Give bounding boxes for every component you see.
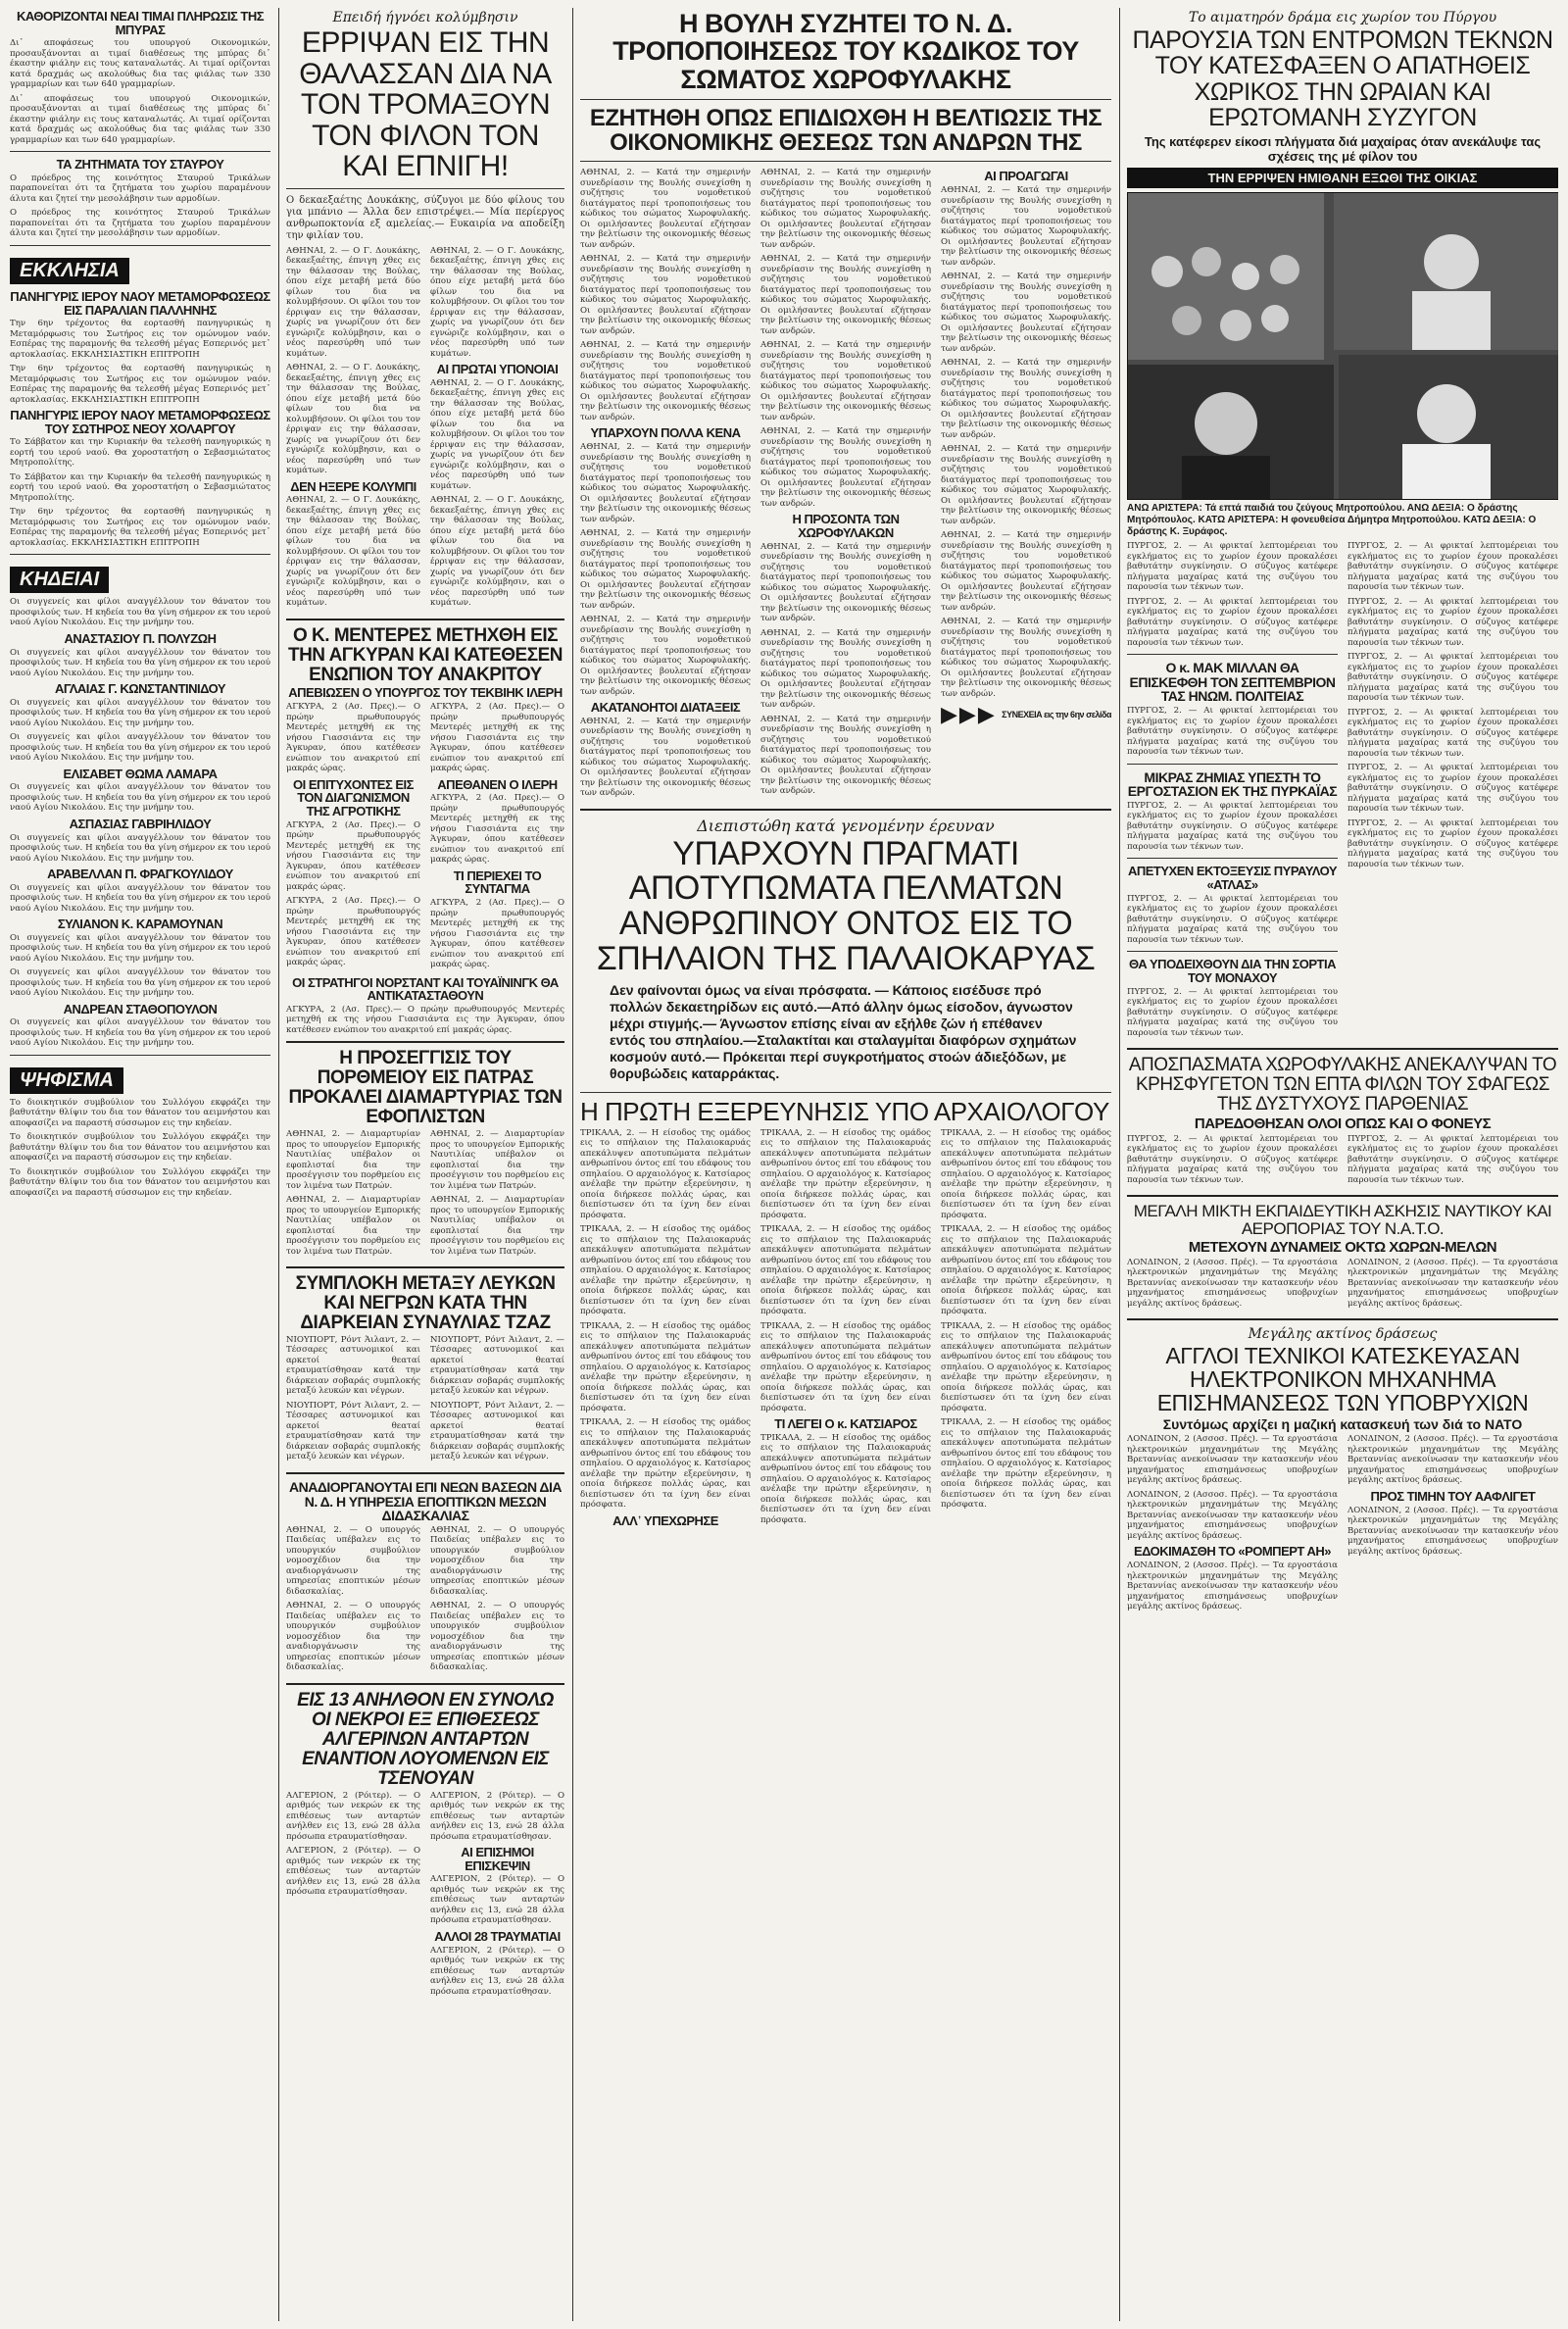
obituary-body: Οι συγγενείς και φίλοι αναγγέλλουν τον θάνατον του προσφιλούς των. Η κηδεία του θα γίνη σήμερον εκ του ιερού ναού Αγίου Νικολάου. Εις την μνήμην του. (10, 932, 270, 964)
article-body: ΝΙΟΥΠΟΡΤ, Ρόντ Άιλαντ, 2. — Τέσσαρες αστυνομικοί και αρκετοί θεαταί ετραυματίσθησαν κατά την διάρκειαν σοβαράς συμπλοκής μεταξύ λευκών και νέγρων. (286, 1400, 420, 1462)
article-body: ΠΥΡΓΟΣ, 2. — Αι φρικταί λεπτομέρειαι του εγκλήματος εις το χωρίον έχουν προκαλέσει βαθυτάτην συγκίνησιν. Ο σύζυγος κατέφερε πλήγματα μαχαίρας κατά της συζύγου του παρουσία των τέκνων των. (1127, 596, 1338, 648)
obituary-body: Οι συγγενείς και φίλοι αναγγέλλουν τον θάνατον του προσφιλούς των. Η κηδεία του θα γίνη σήμερον εκ του ιερού ναού Αγίου Νικολάου. Εις την μνήμην του. (10, 967, 270, 999)
article-body: ΠΥΡΓΟΣ, 2. — Αι φρικταί λεπτομέρειαι του εγκλήματος εις το χωρίον έχουν προκαλέσει βαθυτάτην συγκίνησιν. Ο σύζυγος κατέφερε πλήγματα μαχαίρας κατά της συζύγου του παρουσία των τέκνων των. (1348, 707, 1558, 759)
article-body: ΑΛΓΕΡΙΟΝ, 2 (Ρόιτερ). — Ο αριθμός των νεκρών εκ της επιθέσεως των ανταρτών ανήλθεν εις 13, ενώ 28 άλλα πρόσωπα ετραυματίσθησαν. (430, 1874, 564, 1926)
article-body: Δι᾽ αποφάσεως του υπουργού Οικονομικών, προσαυξάνονται αι τιμαί διαθέσεως της μπύρας δι᾽ έκαστην φιάλην εις τους καταναλωτάς. Αι τιμαί ορίζονται κατά δραχμάς ως ακολούθως δια τας φιάλας των 330 γραμμαρίων και των 640 γραμμαρίων. (10, 38, 270, 90)
headline-cave: ΥΠΑΡΧΟΥΝ ΠΡΑΓΜΑΤΙ ΑΠΟΤΥΠΩΜΑΤΑ ΠΕΛΜΑΤΩΝ ΑΝΘΡΩΠΙΝΟΥ ΟΝΤΟΣ ΕΙΣ ΤΟ ΣΠΗΛΑΙΟΝ ΤΗΣ ΠΑΛΑΙΟΚΑΡΥΑΣ (596, 834, 1096, 977)
headline-teaching-media: ΑΝΑΔΙΟΡΓΑΝΟΥΤΑΙ ΕΠΙ ΝΕΩΝ ΒΑΣΕΩΝ ΔΙΑ Ν. Δ. Η ΥΠΗΡΕΣΙΑ ΕΠΟΠΤΙΚΩΝ ΜΕΣΩΝ ΔΙΔΑΣΚΑΛΙΑΣ (289, 1478, 562, 1524)
heading-monk: ΘΑ ΥΠΟΔΕΙΧΘΟΥΝ ΔΙΑ ΤΗΝ ΣΟΡΤΙΑ ΤΟΥ ΜΟΝΑΧΟΥ (1128, 957, 1336, 985)
headline-menderes: Ο Κ. ΜΕΝΤΕΡΕΣ ΜΕΤΗΧΘΗ ΕΙΣ ΤΗΝ ΑΓΚΥΡΑΝ ΚΑΙ ΚΑΤΕΘΕΣΕΝ ΕΝΩΠΙΟΝ ΤΟΥ ΑΝΑΚΡΙΤΟΥ (287, 624, 564, 685)
article-body: ΑΛΓΕΡΙΟΝ, 2 (Ρόιτερ). — Ο αριθμός των νεκρών εκ της επιθέσεως των ανταρτών ανήλθεν εις 13, ενώ 28 άλλα πρόσωπα ετραυματίσθησαν. (286, 1790, 420, 1842)
heading-agrotiki: ΟΙ ΕΠΙΤΥΧΟΝΤΕΣ ΕΙΣ ΤΟΝ ΔΙΑΓΩΝΙΣΜΟΝ ΤΗΣ ΑΓΡΟΤΙΚΗΣ (293, 776, 414, 818)
article-body: ΤΡΙΚΑΛΑ, 2. — Η είσοδος της ομάδος εις το σπήλαιον της Παλαιοκαρυάς απεκάλυψεν αποτυπώματα πελμάτων ανθρωπίνου όντος επί του εδάφους του σπηλαίου. Ο αρχαιολόγος κ. Κατσίαρος ανέλαβε την πρώτην εξερεύνησιν, η οποία διήρκεσε πολλάς ώρας, και διεπίστωσεν ότι τα ίχνη δεν είναι πρόσφατα. (580, 1417, 751, 1511)
obituary-name: ΑΝΔΡΕΑΝ ΣΤΑΘΟΠΟΥΛΟΝ (63, 1001, 218, 1016)
article-body: ΠΥΡΓΟΣ, 2. — Αι φρικταί λεπτομέρειαι του εγκλήματος εις το χωρίον έχουν προκαλέσει βαθυτάτην συγκίνησιν. Ο σύζυγος κατέφερε πλήγματα μαχαίρας κατά της συζύγου του παρουσία των τέκνων των. (1348, 1133, 1558, 1185)
obituary-body: Οι συγγενείς και φίλοι αναγγέλλουν τον θάνατον του προσφιλούς των. Η κηδεία του θα γίνη σήμερον εκ του ιερού ναού Αγίου Νικολάου. Εις την μνήμην του. (10, 782, 270, 814)
subheadline-menderes: ΑΠΕΒΙΩΣΕΝ Ο ΥΠΟΥΡΓΟΣ ΤΟΥ ΤΕΚΒΙΗΚ ΙΛΕΡΗ (288, 685, 563, 701)
photo-caption: ΑΝΩ ΑΡΙΣΤΕΡΑ: Τά επτά παιδιά του ζεύγους Μητροπούλου. ΑΝΩ ΔΕΞΙΑ: Ο δράστης Μητρόπουλος. ΚΑΤΩ ΑΡΙΣΤΕΡΑ: Η φονευθείσα Δήμητρα Μητροπούλου. ΚΑΤΩ ΔΕΞΙΑ: Ο δράστης Κ. Ξυράφος. (1127, 503, 1537, 537)
article-body: ΠΥΡΓΟΣ, 2. — Αι φρικταί λεπτομέρειαι του εγκλήματος εις το χωρίον έχουν προκαλέσει βαθυτάτην συγκίνησιν. Ο σύζυγος κατέφερε πλήγματα μαχαίρας κατά της συζύγου του παρουσία των τέκνων των. (1127, 541, 1338, 592)
article-body: ΑΘΗΝΑΙ, 2. — Κατά την σημερινήν συνεδρίασιν της Βουλής συνεχίσθη η συζήτησις του νομοθετικού διατάγματος περί τροποποιήσεως του κώδικος του σώματος Χωροφυλακής. Οι ομιλήσαντες βουλευταί εζήτησαν την βελτίωσιν της οικονομικής θέσεως των ανδρών. (941, 185, 1111, 268)
headline-jazz: ΣΥΜΠΛΟΚΗ ΜΕΤΑΞΥ ΛΕΥΚΩΝ ΚΑΙ ΝΕΓΡΩΝ ΚΑΤΑ ΤΗΝ ΔΙΑΡΚΕΙΑΝ ΣΥΝΑΥΛΙΑΣ ΤΖΑΖ (295, 1273, 556, 1333)
article-body: ΑΘΗΝΑΙ, 2. — Ο Γ. Δουκάκης, δεκαεξαέτης, έπνιγη χθες εις την θάλασσαν της Βούλας, όπου είχε μεταβή μετά δύο φίλων του δια να κολυμβήσουν. Οι φίλοι του τον έρριψαν εις την θάλασσαν, χωρίς να γνωρίζουν ότι δεν εγνώριζε κολύμβησιν, και ο νέος παρεσύρθη υπό των κυμάτων. (286, 245, 420, 359)
section-title-kideiai: ΚΗΔΕΙΑΙ (10, 567, 109, 593)
article-body: ΑΘΗΝΑΙ, 2. — Κατά την σημερινήν συνεδρίασιν της Βουλής συνεχίσθη η συζήτησις του νομοθετικού διατάγματος περί τροποποιήσεως του κώδικος του σώματος Χωροφυλακής. Οι ομιλήσαντες βουλευταί εζήτησαν την βελτίωσιν της οικονομικής θέσεως των ανδρών. (760, 254, 931, 336)
subheading: ΠΡΟΣ ΤΙΜΗΝ ΤΟΥ ΑΑΦΛΙΓΕΤ (1370, 1488, 1536, 1504)
section-title-psifisma: ΨΗΦΙΣΜΑ (10, 1067, 123, 1094)
article-body: ΑΘΗΝΑΙ, 2. — Κατά την σημερινήν συνεδρίασιν της Βουλής συνεχίσθη η συζήτησις του νομοθετικού διατάγματος περί τροποποιήσεως του κώδικος του σώματος Χωροφυλακής. Οι ομιλήσαντες βουλευταί εζήτησαν την βελτίωσιν της οικονομικής θέσεως των ανδρών. (760, 340, 931, 422)
news-photo (1127, 192, 1558, 500)
section-title-ekklisia: ΕΚΚΛΗΣΙΑ (10, 258, 129, 284)
article-body: ΑΘΗΝΑΙ, 2. — Κατά την σημερινήν συνεδρίασιν της Βουλής συνεχίσθη η συζήτησις του νομοθετικού διατάγματος περί τροποποιήσεως του κώδικος του σώματος Χωροφυλακής. Οι ομιλήσαντες βουλευταί εζήτησαν την βελτίωσιν της οικονομικής θέσεως των ανδρών. (760, 168, 931, 250)
article-body: ΝΙΟΥΠΟΡΤ, Ρόντ Άιλαντ, 2. — Τέσσαρες αστυνομικοί και αρκετοί θεαταί ετραυματίσθησαν κατά την διάρκειαν σοβαράς συμπλοκής μεταξύ λευκών και νέγρων. (430, 1400, 564, 1462)
subheading: ΑΚΑΤΑΝΟΗΤΟΙ ΔΙΑΤΑΞΕΙΣ (590, 700, 741, 716)
article-body: ΑΘΗΝΑΙ, 2. — Κατά την σημερινήν συνεδρίασιν της Βουλής συνεχίσθη η συζήτησις του νομοθετικού διατάγματος περί τροποποιήσεως του κώδικος του σώματος Χωροφυλακής. Οι ομιλήσαντες βουλευταί εζήτησαν την βελτίωσιν της οικονομικής θέσεως των ανδρών. (580, 442, 751, 524)
subheadline-nato-exercise: ΜΕΤΕΧΟΥΝ ΔΥΝΑΜΕΙΣ ΟΚΤΩ ΧΩΡΩΝ-ΜΕΛΩΝ (1188, 1238, 1497, 1256)
article-body: ΠΥΡΓΟΣ, 2. — Αι φρικταί λεπτομέρειαι του εγκλήματος εις το χωρίον έχουν προκαλέσει βαθυτάτην συγκίνησιν. Ο σύζυγος κατέφερε πλήγματα μαχαίρας κατά της συζύγου του παρουσία των τέκνων των. (1348, 652, 1558, 703)
article-body: ΑΘΗΝΑΙ, 2. — Κατά την σημερινήν συνεδρίασιν της Βουλής συνεχίσθη η συζήτησις του νομοθετικού διατάγματος περί τροποποιήσεως του κώδικος του σώματος Χωροφυλακής. Οι ομιλήσαντες βουλευταί εζήτησαν την βελτίωσιν της οικονομικής θέσεως των ανδρών. (760, 426, 931, 509)
article-body: ΑΘΗΝΑΙ, 2. — Ο υπουργός Παιδείας υπέβαλεν εις το υπουργικόν συμβούλιον νομοσχέδιον δια την αναδιοργάνωσιν της υπηρεσίας εποπτικών μέσων διδασκαλίας. (286, 1524, 420, 1597)
article-body: ΑΘΗΝΑΙ, 2. — Ο υπουργός Παιδείας υπέβαλεν εις το υπουργικόν συμβούλιον νομοσχέδιον δια την αναδιοργάνωσιν της υπηρεσίας εποπτικών μέσων διδασκαλίας. (286, 1601, 420, 1673)
article-body: ΑΘΗΝΑΙ, 2. — Κατά την σημερινήν συνεδρίασιν της Βουλής συνεχίσθη η συζήτησις του νομοθετικού διατάγματος περί τροποποιήσεως του κώδικος του σώματος Χωροφυλακής. Οι ομιλήσαντες βουλευταί εζήτησαν την βελτίωσιν της οικονομικής θέσεως των ανδρών. (580, 716, 751, 799)
column-1 (10, 8, 270, 2321)
continued-note: ΣΥΝΕΧΕΙΑ εις την 6ην σελίδα (1002, 709, 1111, 719)
article-body: ΑΛΓΕΡΙΟΝ, 2 (Ρόιτερ). — Ο αριθμός των νεκρών εκ της επιθέσεως των ανταρτών ανήλθεν εις 13, ενώ 28 άλλα πρόσωπα ετραυματίσθησαν. (430, 1945, 564, 1997)
lede-cave: Δεν φαίνονται όμως να είναι πρόσφατα. — Κάποιος εισέδυσε πρό πολλών δεκαετηρίδων εις αυτό.—Από άλλην όμως είσοδον, άγνωστον μέχρι στιγμής.— Άγνωστον επίσης είναι αν εξήλθε ζών ή επέθανεν εντός του σπηλαίου.—Σταλακτίται και σταλαγμίται διαφόρων σχημάτων κοσμούν αυτό.— Πρόκειται περί συγκροτήματος στοών άδιεξόδων, με θορυβώδεις καταρράκτας. (610, 982, 1077, 1082)
article-body: ΑΛΓΕΡΙΟΝ, 2 (Ρόιτερ). — Ο αριθμός των νεκρών εκ της επιθέσεως των ανταρτών ανήλθεν εις 13, ενώ 28 άλλα πρόσωπα ετραυματίσθησαν. (286, 1846, 420, 1898)
headline-pyrgos: ΠΑΡΟΥΣΙΑ ΤΩΝ ΕΝΤΡΟΜΩΝ ΤΕΚΝΩΝ ΤΟΥ ΚΑΤΕΣΦΑΞΕΝ Ο ΑΠΑΤΗΘΕΙΣ ΧΩΡΙΚΟΣ ΤΗΝ ΩΡΑΙΑΝ ΚΑΙ ΕΡΩΤΟΜΑΝΗ ΣΥΖΥΓΟΝ (1132, 26, 1553, 131)
heading-atlas: ΑΠΕΤΥΧΕΝ ΕΚΤΟΞΕΥΣΙΣ ΠΥΡΑΥΛΟΥ «ΑΤΛΑΣ» (1127, 864, 1338, 893)
article-body: ΠΥΡΓΟΣ, 2. — Αι φρικταί λεπτομέρειαι του εγκλήματος εις το χωρίον έχουν προκαλέσει βαθυτάτην συγκίνησιν. Ο σύζυγος κατέφερε πλήγματα μαχαίρας κατά της συζύγου του παρουσία των τέκνων των. (1348, 596, 1558, 648)
article-body: Το Σάββατον και την Κυριακήν θα τελεσθή πανηγυρικώς η εορτή του ιερού ναού. Θα χοροστατήση ο Σεβασμιώτατος Μητροπολίτης. (10, 471, 270, 503)
article-body: ΑΘΗΝΑΙ, 2. — Κατά την σημερινήν συνεδρίασιν της Βουλής συνεχίσθη η συζήτησις του νομοθετικού διατάγματος περί τροποποιήσεως του κώδικος του σώματος Χωροφυλακής. Οι ομιλήσαντες βουλευταί εζήτησαν την βελτίωσιν της οικονομικής θέσεως των ανδρών. (580, 254, 751, 336)
article-body: ΑΓΚΥΡΑ, 2 (Ασ. Πρες).— Ο πρώην πρωθυπουργός Μεντερές μετηχθή εκ της νήσου Γιασσιάντα εις την Άγκυραν, όπου κατέθεσεν ενώπιον του ανακριτού επί μακράς ώρας. (430, 898, 564, 970)
subheading: ΑΛΛΟΙ 28 ΤΡΑΥΜΑΤΙΑΙ (434, 1928, 561, 1944)
article-body: ΛΟΝΔΙΝΟΝ, 2 (Ασσοσ. Πρές). — Τα εργοστάσια ηλεκτρονικών μηχανημάτων της Μεγάλης Βρεταννίας ανεκοίνωσαν την κατασκευήν νέου μηχανήματος επισημάνσεως υποβρυχίων μεγάλης ακτίνος δράσεως. (1127, 1561, 1338, 1612)
article-body: ΑΘΗΝΑΙ, 2. — Ο Γ. Δουκάκης, δεκαεξαέτης, έπνιγη χθες εις την θάλασσαν της Βούλας, όπου είχε μεταβή μετά δύο φίλων του δια να κολυμβήσουν. Οι φίλοι του τον έρριψαν εις την θάλασσαν, χωρίς να γνωρίζουν ότι δεν εγνώριζε κολύμβησιν, και ο νέος παρεσύρθη υπό των κυμάτων. (286, 363, 420, 475)
article-body: ΑΘΗΝΑΙ, 2. — Κατά την σημερινήν συνεδρίασιν της Βουλής συνεχίσθη η συζήτησις του νομοθετικού διατάγματος περί τροποποιήσεως του κώδικος του σώματος Χωροφυλακής. Οι ομιλήσαντες βουλευταί εζήτησαν την βελτίωσιν της οικονομικής θέσεως των ανδρών. (941, 358, 1111, 440)
continue-arrows-icon: ▶▶▶ (941, 703, 997, 728)
article-body: ΝΙΟΥΠΟΡΤ, Ρόντ Άιλαντ, 2. — Τέσσαρες αστυνομικοί και αρκετοί θεαταί ετραυματίσθησαν κατά την διάρκειαν σοβαράς συμπλοκής μεταξύ λευκών και νέγρων. (286, 1334, 420, 1397)
obituary-name: ΣΥΛΙΑΝΟΝ Κ. ΚΑΡΑΜΟΥΝΑΝ (57, 917, 223, 932)
article-body: ΛΟΝΔΙΝΟΝ, 2 (Ασσοσ. Πρές). — Τα εργοστάσια ηλεκτρονικών μηχανημάτων της Μεγάλης Βρεταννίας ανεκοίνωσαν την κατασκευήν νέου μηχανήματος επισημάνσεως υποβρυχίων μεγάλης ακτίνος δράσεως. (1127, 1257, 1338, 1309)
column-rule (572, 8, 573, 2321)
article-body: ΤΡΙΚΑΛΑ, 2. — Η είσοδος της ομάδος εις το σπήλαιον της Παλαιοκαρυάς απεκάλυψεν αποτυπώματα πελμάτων ανθρωπίνου όντος επί του εδάφους του σπηλαίου. Ο αρχαιολόγος κ. Κατσίαρος ανέλαβε την πρώτην εξερεύνησιν, η οποία διήρκεσε πολλάς ώρας, και διεπίστωσεν ότι τα ίχνη δεν είναι πρόσφατα. (760, 1320, 931, 1413)
article-body: Ο πρόεδρος της κοινότητος Σταυρού Τρικάλων παραπονείται ότι τα ζητήματα του χωρίου παραμένουν άλυτα και ζητεί την μεσολάβησιν των αρμοδίων. (10, 173, 270, 204)
article-body: ΑΓΚΥΡΑ, 2 (Ασ. Πρες).— Ο πρώην πρωθυπουργός Μεντερές μετηχθή εκ της νήσου Γιασσιάντα εις την Άγκυραν, όπου κατέθεσεν ενώπιον του ανακριτού επί μακράς ώρας. (430, 702, 564, 774)
headline-algeria: ΕΙΣ 13 ΑΝΗΛΘΟΝ ΕΝ ΣΥΝΟΛΩ ΟΙ ΝΕΚΡΟΙ ΕΞ ΕΠΙΘΕΣΕΩΣ ΑΛΓΕΡΙΝΩΝ ΑΝΤΑΡΤΩΝ ΕΝΑΝΤΙΟΝ ΛΟΥΟΜΕΝΩΝ ΕΙΣ ΤΣΕΝΟΥΑΝ (297, 1689, 554, 1789)
column-rule (1119, 8, 1120, 2321)
obituary-body: Οι συγγενείς και φίλοι αναγγέλλουν τον θάνατον του προσφιλούς των. Η κηδεία του θα γίνη σήμερον εκ του ιερού ναού Αγίου Νικολάου. Εις την μνήμην του. (10, 597, 270, 628)
article-body: ΤΡΙΚΑΛΑ, 2. — Η είσοδος της ομάδος εις το σπήλαιον της Παλαιοκαρυάς απεκάλυψεν αποτυπώματα πελμάτων ανθρωπίνου όντος επί του εδάφους του σπηλαίου. Ο αρχαιολόγος κ. Κατσίαρος ανέλαβε την πρώτην εξερεύνησιν, η οποία διήρκεσε πολλάς ώρας, και διεπίστωσεν ότι τα ίχνη δεν είναι πρόσφατα. (941, 1417, 1111, 1511)
column-4 (1127, 8, 1558, 2321)
headline-drowning: ΕΡΡΙΨΑΝ ΕΙΣ ΤΗΝ ΘΑΛΑΣΣΑΝ ΔΙΑ ΝΑ ΤΟΝ ΤΡΟΜΑΞΟΥΝ ΤΟΝ ΦΙΛΟΝ ΤΟΝ ΚΑΙ ΕΠΝΙΓΗ! (299, 26, 552, 182)
article-body: ΠΥΡΓΟΣ, 2. — Αι φρικταί λεπτομέρειαι του εγκλήματος εις το χωρίον έχουν προκαλέσει βαθυτάτην συγκίνησιν. Ο σύζυγος κατέφερε πλήγματα μαχαίρας κατά της συζύγου του παρουσία των τέκνων των. (1127, 706, 1338, 758)
article-body: ΑΘΗΝΑΙ, 2. — Κατά την σημερινήν συνεδρίασιν της Βουλής συνεχίσθη η συζήτησις του νομοθετικού διατάγματος περί τροποποιήσεως του κώδικος του σώματος Χωροφυλακής. Οι ομιλήσαντες βουλευταί εζήτησαν την βελτίωσιν της οικονομικής θέσεως των ανδρών. (760, 541, 931, 624)
article-body: ΑΘΗΝΑΙ, 2. — Διαμαρτυρίαν προς το υπουργείον Εμπορικής Ναυτιλίας υπέβαλον οι εφοπλισταί δια την προσέγγισιν του πορθμείου εις τον λιμένα των Πατρών. (430, 1129, 564, 1191)
headline-nato-exercise: ΜΕΓΑΛΗ ΜΙΚΤΗ ΕΚΠΑΙΔΕΥΤΙΚΗ ΑΣΚΗΣΙΣ ΝΑΥΤΙΚΟΥ ΚΑΙ ΑΕΡΟΠΟΡΙΑΣ ΤΟΥ Ν.Α.Τ.Ο. (1133, 1202, 1552, 1238)
heading-macmillan: Ο κ. ΜΑΚ ΜΙΛΛΑΝ ΘΑ ΕΠΙΣΚΕΦΘΗ ΤΟΝ ΣΕΠΤΕΜΒΡΙΟΝ ΤΑΣ ΗΝΩΜ. ΠΟΛΙΤΕΙΑΣ (1129, 660, 1336, 705)
article-body: ΛΟΝΔΙΝΟΝ, 2 (Ασσοσ. Πρές). — Τα εργοστάσια ηλεκτρονικών μηχανημάτων της Μεγάλης Βρεταννίας ανεκοίνωσαν την κατασκευήν νέου μηχανήματος επισημάνσεως υποβρυχίων μεγάλης ακτίνος δράσεως. (1348, 1257, 1558, 1309)
kicker-drowning: Επειδή ήγνόει κολύμβησιν (332, 10, 518, 25)
subheading: ΔΕΝ ΗΞΕΡΕ ΚΟΛΥΜΠΙ (290, 478, 416, 494)
article-body: ΑΘΗΝΑΙ, 2. — Κατά την σημερινήν συνεδρίασιν της Βουλής συνεχίσθη η συζήτησις του νομοθετικού διατάγματος περί τροποποιήσεως του κώδικος του σώματος Χωροφυλακής. Οι ομιλήσαντες βουλευταί εζήτησαν την βελτίωσιν της οικονομικής θέσεως των ανδρών. (760, 627, 931, 711)
obituary-name: ΑΣΠΑΣΙΑΣ ΓΑΒΡΙΗΛΙΔΟΥ (69, 816, 212, 831)
headline-gendarmerie: ΑΠΟΣΠΑΣΜΑΤΑ ΧΩΡΟΦΥΛΑΚΗΣ ΑΝΕΚΑΛΥΨΑΝ ΤΟ ΚΡΗΣΦΥΓΕΤΟΝ ΤΩΝ ΕΠΤΑ ΦΙΛΩΝ ΤΟΥ ΣΦΑΓΕΩΣ ΤΗΣ ΔΥΣΤΥΧΟΥΣ ΠΑΡΘΕΝΙΑΣ (1128, 1055, 1557, 1115)
article-body: ΑΘΗΝΑΙ, 2. — Ο Γ. Δουκάκης, δεκαεξαέτης, έπνιγη χθες εις την θάλασσαν της Βούλας, όπου είχε μεταβή μετά δύο φίλων του δια να κολυμβήσουν. Οι φίλοι του τον έρριψαν εις την θάλασσαν, χωρίς να γνωρίζουν ότι δεν εγνώριζε κολύμβησιν, και ο νέος παρεσύρθη υπό των κυμάτων. (430, 377, 564, 491)
subheadline-cave: Η ΠΡΩΤΗ ΕΞΕΡΕΥΝΗΣΙΣ ΥΠΟ ΑΡΧΑΙΟΛΟΓΟΥ (580, 1097, 1109, 1127)
article-body: ΑΘΗΝΑΙ, 2. — Διαμαρτυρίαν προς το υπουργείον Εμπορικής Ναυτιλίας υπέβαλον οι εφοπλισταί δια την προσέγγισιν του πορθμείου εις τον λιμένα των Πατρών. (286, 1129, 420, 1191)
obituary-name: ΕΛΙΣΑΒΕΤ ΘΩΜΑ ΛΑΜΑΡΑ (63, 766, 218, 781)
article-body: Την 6ην τρέχοντος θα εορτασθή πανηγυρικώς η Μεταμόρφωσις του Σωτήρος εις τον ομώνυμον ναόν. Εσπέρας της παραμονής θα τελεσθή μέγας Εσπερινός μετ᾽ αρτοκλασίας. ΕΚΚΛΗΣΙΑΣΤΙΚΗ ΕΠΙΤΡΟΠΗ (10, 364, 270, 405)
article-body: ΠΥΡΓΟΣ, 2. — Αι φρικταί λεπτομέρειαι του εγκλήματος εις το χωρίον έχουν προκαλέσει βαθυτάτην συγκίνησιν. Ο σύζυγος κατέφερε πλήγματα μαχαίρας κατά της συζύγου του παρουσία των τέκνων των. (1127, 893, 1338, 945)
article-body: ΑΘΗΝΑΙ, 2. — Ο Γ. Δουκάκης, δεκαεξαέτης, έπνιγη χθες εις την θάλασσαν της Βούλας, όπου είχε μεταβή μετά δύο φίλων του δια να κολυμβήσουν. Οι φίλοι του τον έρριψαν εις την θάλασσαν, χωρίς να γνωρίζουν ότι δεν εγνώριζε κολύμβησιν, και ο νέος παρεσύρθη υπό των κυμάτων. (286, 495, 420, 609)
subheadline-gendarmerie: ΠΑΡΕΔΟΘΗΣΑΝ ΟΛΟΙ ΟΠΩΣ ΚΑΙ Ο ΦΟΝΕΥΣ (1194, 1115, 1492, 1132)
subheading: ΤΙ ΠΕΡΙΕΧΕΙ ΤΟ ΣΥΝΤΑΓΜΑ (453, 867, 542, 897)
bar-heading-pyrgos: ΤΗΝ ΕΡΡΙΨΕΝ ΗΜΙΘΑΝΗ ΕΞΩΘΙ ΤΗΣ ΟΙΚΙΑΣ (1127, 168, 1558, 188)
article-body: ΤΡΙΚΑΛΑ, 2. — Η είσοδος της ομάδος εις το σπήλαιον της Παλαιοκαρυάς απεκάλυψεν αποτυπώματα πελμάτων ανθρωπίνου όντος επί του εδάφους του σπηλαίου. Ο αρχαιολόγος κ. Κατσίαρος ανέλαβε την πρώτην εξερεύνησιν, η οποία διήρκεσε πολλάς ώρας, και διεπίστωσεν ότι τα ίχνη δεν είναι πρόσφατα. (941, 1127, 1111, 1220)
article-body: ΑΘΗΝΑΙ, 2. — Ο Γ. Δουκάκης, δεκαεξαέτης, έπνιγη χθες εις την θάλασσαν της Βούλας, όπου είχε μεταβή μετά δύο φίλων του δια να κολυμβήσουν. Οι φίλοι του τον έρριψαν εις την θάλασσαν, χωρίς να γνωρίζουν ότι δεν εγνώριζε κολύμβησιν, και ο νέος παρεσύρθη υπό των κυμάτων. (430, 245, 564, 359)
article-body: ΑΘΗΝΑΙ, 2. — Ο υπουργός Παιδείας υπέβαλεν εις το υπουργικόν συμβούλιον νομοσχέδιον δια την αναδιοργάνωσιν της υπηρεσίας εποπτικών μέσων διδασκαλίας. (430, 1524, 564, 1597)
kicker-cave: Διεπιστώθη κατά γενομένην έρευναν (697, 816, 995, 835)
article-body: ΑΘΗΝΑΙ, 2. — Κατά την σημερινήν συνεδρίασιν της Βουλής συνεχίσθη η συζήτησις του νομοθετικού διατάγματος περί τροποποιήσεως του κώδικος του σώματος Χωροφυλακής. Οι ομιλήσαντες βουλευταί εζήτησαν την βελτίωσιν της οικονομικής θέσεως των ανδρών. (760, 714, 931, 797)
article-body: ΑΛΓΕΡΙΟΝ, 2 (Ρόιτερ). — Ο αριθμός των νεκρών εκ της επιθέσεως των ανταρτών ανήλθεν εις 13, ενώ 28 άλλα πρόσωπα ετραυματίσθησαν. (430, 1790, 564, 1842)
article-body: ΤΡΙΚΑΛΑ, 2. — Η είσοδος της ομάδος εις το σπήλαιον της Παλαιοκαρυάς απεκάλυψεν αποτυπώματα πελμάτων ανθρωπίνου όντος επί του εδάφους του σπηλαίου. Ο αρχαιολόγος κ. Κατσίαρος ανέλαβε την πρώτην εξερεύνησιν, η οποία διήρκεσε πολλάς ώρας, και διεπίστωσεν ότι τα ίχνη δεν είναι πρόσφατα. (760, 1432, 931, 1525)
kicker-pyrgos: Το αιματηρόν δράμα εις χωρίον του Πύργου (1188, 10, 1497, 25)
obituary-name: ΑΓΛΑΙΑΣ Γ. ΚΩΝΣΤΑΝΤΙΝΙΔΟΥ (54, 681, 226, 697)
article-body: ΑΘΗΝΑΙ, 2. — Διαμαρτυρίαν προς το υπουργείον Εμπορικής Ναυτιλίας υπέβαλον οι εφοπλισταί δια την προσέγγισιν του πορθμείου εις τον λιμένα των Πατρών. (430, 1195, 564, 1257)
article-body: ΑΘΗΝΑΙ, 2. — Κατά την σημερινήν συνεδρίασιν της Βουλής συνεχίσθη η συζήτησις του νομοθετικού διατάγματος περί τροποποιήσεως του κώδικος του σώματος Χωροφυλακής. Οι ομιλήσαντες βουλευταί εζήτησαν την βελτίωσιν της οικονομικής θέσεως των ανδρών. (941, 530, 1111, 613)
article-body: Δι᾽ αποφάσεως του υπουργού Οικονομικών, προσαυξάνονται αι τιμαί διαθέσεως της μπύρας δι᾽ έκαστην φιάλην εις τους καταναλωτάς. Αι τιμαί ορίζονται κατά δραχμάς ως ακολούθως δια τας φιάλας των 330 γραμμαρίων και των 640 γραμμαρίων. (10, 93, 270, 145)
column-rule (278, 8, 279, 2321)
obituary-body: Οι συγγενείς και φίλοι αναγγέλλουν τον θάνατον του προσφιλούς των. Η κηδεία του θα γίνη σήμερον εκ του ιερού ναού Αγίου Νικολάου. Εις την μνήμην του. (10, 732, 270, 764)
obituary-body: Οι συγγενείς και φίλοι αναγγέλλουν τον θάνατον του προσφιλούς των. Η κηδεία του θα γίνη σήμερον εκ του ιερού ναού Αγίου Νικολάου. Εις την μνήμην του. (10, 832, 270, 864)
obituary-name: ΑΡΑΒΕΛΛΑΝ Π. ΦΡΑΓΚΟΥΛΙΔΟΥ (47, 867, 233, 882)
subheading: Η ΠΡΟΣΟΝΤΑ ΤΩΝ ΧΩΡΟΦΥΛΑΚΩΝ (792, 512, 900, 541)
lead-drowning: Ο δεκαεξαέτης Δουκάκης, σύζυγοι με δύο φίλους του για μπάνιο — Άλλα δεν επιστρέψει.— Μία περίεργος ανθρωποκτονία εξ αμελείας.— Ευκαιρία να αποδείξη την φιλίαν του. (286, 194, 564, 241)
subheading: ΑΙ ΠΡΟΑΓΩΓΑΙ (984, 169, 1068, 184)
subheading: ΕΔΟΚΙΜΑΣΘΗ ΤΟ «ΡΟΜΠΕΡΤ ΑΗ» (1134, 1544, 1331, 1560)
article-body: ΑΓΚΥΡΑ, 2 (Ασ. Πρες).— Ο πρώην πρωθυπουργός Μεντερές μετηχθή εκ της νήσου Γιασσιάντα εις την Άγκυραν, όπου κατέθεσεν ενώπιον του ανακριτού επί μακράς ώρας. (286, 1004, 564, 1035)
resolution-body: Το διοικητικόν συμβούλιον του Συλλόγου εκφράζει την βαθυτάτην θλίψιν του δια τον θάνατον του αειμνήστου και αποφασίζει να παραστή σύσσωμον εις την κηδείαν. (10, 1166, 270, 1198)
article-body: ΠΥΡΓΟΣ, 2. — Αι φρικταί λεπτομέρειαι του εγκλήματος εις το χωρίον έχουν προκαλέσει βαθυτάτην συγκίνησιν. Ο σύζυγος κατέφερε πλήγματα μαχαίρας κατά της συζύγου του παρουσία των τέκνων των. (1348, 818, 1558, 869)
article-body: ΝΙΟΥΠΟΡΤ, Ρόντ Άιλαντ, 2. — Τέσσαρες αστυνομικοί και αρκετοί θεαταί ετραυματίσθησαν κατά την διάρκειαν σοβαράς συμπλοκής μεταξύ λευκών και νέγρων. (430, 1334, 564, 1397)
article-body: ΤΡΙΚΑΛΑ, 2. — Η είσοδος της ομάδος εις το σπήλαιον της Παλαιοκαρυάς απεκάλυψεν αποτυπώματα πελμάτων ανθρωπίνου όντος επί του εδάφους του σπηλαίου. Ο αρχαιολόγος κ. Κατσίαρος ανέλαβε την πρώτην εξερεύνησιν, η οποία διήρκεσε πολλάς ώρας, και διεπίστωσεν ότι τα ίχνη δεν είναι πρόσφατα. (941, 1320, 1111, 1413)
subheadline-parliament: ΕΖΗΤΗΘΗ ΟΠΩΣ ΕΠΙΔΙΩΧΘΗ Η ΒΕΛΤΙΩΣΙΣ ΤΗΣ ΟΙΚΟΝΟΜΙΚΗΣ ΘΕΣΕΩΣ ΤΩΝ ΑΝΔΡΩΝ ΤΗΣ (589, 105, 1102, 157)
article-body: ΑΘΗΝΑΙ, 2. — Ο υπουργός Παιδείας υπέβαλεν εις το υπουργικόν συμβούλιον νομοσχέδιον δια την αναδιοργάνωσιν της υπηρεσίας εποπτικών μέσων διδασκαλίας. (430, 1601, 564, 1673)
article-body: ΠΥΡΓΟΣ, 2. — Αι φρικταί λεπτομέρειαι του εγκλήματος εις το χωρίον έχουν προκαλέσει βαθυτάτην συγκίνησιν. Ο σύζυγος κατέφερε πλήγματα μαχαίρας κατά της συζύγου του παρουσία των τέκνων των. (1127, 800, 1338, 852)
article-body: ΤΡΙΚΑΛΑ, 2. — Η είσοδος της ομάδος εις το σπήλαιον της Παλαιοκαρυάς απεκάλυψεν αποτυπώματα πελμάτων ανθρωπίνου όντος επί του εδάφους του σπηλαίου. Ο αρχαιολόγος κ. Κατσίαρος ανέλαβε την πρώτην εξερεύνησιν, η οποία διήρκεσε πολλάς ώρας, και διεπίστωσεν ότι τα ίχνη δεν είναι πρόσφατα. (580, 1127, 751, 1220)
article-body: Ο πρόεδρος της κοινότητος Σταυρού Τρικάλων παραπονείται ότι τα ζητήματα του χωρίου παραμένουν άλυτα και ζητεί την μεσολάβησιν των αρμοδίων. (10, 208, 270, 239)
article-body: ΠΥΡΓΟΣ, 2. — Αι φρικταί λεπτομέρειαι του εγκλήματος εις το χωρίον έχουν προκαλέσει βαθυτάτην συγκίνησιν. Ο σύζυγος κατέφερε πλήγματα μαχαίρας κατά της συζύγου του παρουσία των τέκνων των. (1348, 541, 1558, 592)
headline-ferry: Η ΠΡΟΣΕΓΓΙΣΙΣ ΤΟΥ ΠΟΡΘΜΕΙΟΥ ΕΙΣ ΠΑΤΡΑΣ ΠΡΟΚΑΛΕΙ ΔΙΑΜΑΡΤΥΡΙΑΣ ΤΩΝ ΕΦΟΠΛΙΣΤΩΝ (288, 1048, 563, 1128)
photo-illustration-icon (1128, 193, 1558, 499)
article-body: ΑΘΗΝΑΙ, 2. — Κατά την σημερινήν συνεδρίασιν της Βουλής συνεχίσθη η συζήτησις του νομοθετικού διατάγματος περί τροποποιήσεως του κώδικος του σώματος Χωροφυλακής. Οι ομιλήσαντες βουλευταί εζήτησαν την βελτίωσιν της οικονομικής θέσεως των ανδρών. (580, 168, 751, 250)
article-body: ΠΥΡΓΟΣ, 2. — Αι φρικταί λεπτομέρειαι του εγκλήματος εις το χωρίον έχουν προκαλέσει βαθυτάτην συγκίνησιν. Ο σύζυγος κατέφερε πλήγματα μαχαίρας κατά της συζύγου του παρουσία των τέκνων των. (1127, 1133, 1338, 1185)
article-body: Το Σάββατον και την Κυριακήν θα τελεσθή πανηγυρικώς η εορτή του ιερού ναού. Θα χοροστατήση ο Σεβασμιώτατος Μητροπολίτης. (10, 437, 270, 469)
subheadline-sonar: Συντόμως αρχίζει η μαζική κατασκευή των διά το ΝΑΤΟ (1162, 1416, 1523, 1433)
article-body: ΠΥΡΓΟΣ, 2. — Αι φρικταί λεπτομέρειαι του εγκλήματος εις το χωρίον έχουν προκαλέσει βαθυτάτην συγκίνησιν. Ο σύζυγος κατέφερε πλήγματα μαχαίρας κατά της συζύγου του παρουσία των τέκνων των. (1348, 763, 1558, 814)
article-body: ΑΓΚΥΡΑ, 2 (Ασ. Πρες).— Ο πρώην πρωθυπουργός Μεντερές μετηχθή εκ της νήσου Γιασσιάντα εις την Άγκυραν, όπου κατέθεσεν ενώπιον του ανακριτού επί μακράς ώρας. (286, 702, 420, 774)
subheading: ΑΛΛ᾽ ΥΠΕΧΩΡΗΣΕ (612, 1512, 718, 1528)
article-body: ΠΥΡΓΟΣ, 2. — Αι φρικταί λεπτομέρειαι του εγκλήματος εις το χωρίον έχουν προκαλέσει βαθυτάτην συγκίνησιν. Ο σύζυγος κατέφερε πλήγματα μαχαίρας κατά της συζύγου του παρουσία των τέκνων των. (1127, 986, 1338, 1038)
subheading: ΥΠΑΡΧΟΥΝ ΠΟΛΛΑ ΚΕΝΑ (590, 425, 741, 441)
heading-norstad: ΟΙ ΣΤΡΑΤΗΓΟΙ ΝΟΡΣΤΑΝΤ ΚΑΙ ΤΟΥΑΪΝΙΝΓΚ ΘΑ ΑΝΤΙΚΑΤΑΣΤΑΘΟΥΝ (292, 974, 559, 1004)
article-body: ΑΘΗΝΑΙ, 2. — Ο Γ. Δουκάκης, δεκαεξαέτης, έπνιγη χθες εις την θάλασσαν της Βούλας, όπου είχε μεταβή μετά δύο φίλων του δια να κολυμβήσουν. Οι φίλοι του τον έρριψαν εις την θάλασσαν, χωρίς να γνωρίζουν ότι δεν εγνώριζε κολύμβησιν, και ο νέος παρεσύρθη υπό των κυμάτων. (430, 495, 564, 609)
article-body: Την 6ην τρέχοντος θα εορτασθή πανηγυρικώς η Μεταμόρφωσις του Σωτήρος εις τον ομώνυμον ναόν. Εσπέρας της παραμονής θα τελεσθή μέγας Εσπερινός μετ᾽ αρτοκλασίας. ΕΚΚΛΗΣΙΑΣΤΙΚΗ ΕΠΙΤΡΟΠΗ (10, 319, 270, 360)
subheading: ΑΠΕΘΑΝΕΝ Ο ΙΛΕΡΗ (437, 776, 558, 792)
heading-factory-fire: ΜΙΚΡΑΣ ΖΗΜΙΑΣ ΥΠΕΣΤΗ ΤΟ ΕΡΓΟΣΤΑΣΙΟΝ ΕΚ ΤΗΣ ΠΥΡΚΑΪΑΣ (1127, 768, 1338, 800)
article-body: ΑΘΗΝΑΙ, 2. — Κατά την σημερινήν συνεδρίασιν της Βουλής συνεχίσθη η συζήτησις του νομοθετικού διατάγματος περί τροποποιήσεως του κώδικος του σώματος Χωροφυλακής. Οι ομιλήσαντες βουλευταί εζήτησαν την βελτίωσιν της οικονομικής θέσεως των ανδρών. (941, 272, 1111, 354)
obituary-name: ΑΝΑΣΤΑΣΙΟΥ Π. ΠΟΛΥΖΩΗ (64, 630, 217, 646)
resolution-body: Το διοικητικόν συμβούλιον του Συλλόγου εκφράζει την βαθυτάτην θλίψιν του δια τον θάνατον του αειμνήστου και αποφασίζει να παραστή σύσσωμον εις την κηδείαν. (10, 1097, 270, 1128)
article-body: ΛΟΝΔΙΝΟΝ, 2 (Ασσοσ. Πρές). — Τα εργοστάσια ηλεκτρονικών μηχανημάτων της Μεγάλης Βρεταννίας ανεκοίνωσαν την κατασκευήν νέου μηχανήματος επισημάνσεως υποβρυχίων μεγάλης ακτίνος δράσεως. (1348, 1434, 1558, 1486)
subheading: ΤΙ ΛΕΓΕΙ Ο κ. ΚΑΤΣΙΑΡΟΣ (774, 1416, 917, 1432)
column-3 (580, 8, 1111, 2321)
heading-panigyris: ΠΑΝΗΓΥΡΙΣ ΙΕΡΟΥ ΝΑΟΥ ΜΕΤΑΜΟΡΦΩΣΕΩΣ ΕΙΣ ΠΑΡΑΛΙΑΝ ΠΑΛΛΗΝΗΣ (10, 288, 270, 318)
subheadline-pyrgos: Της κατέφερεν είκοσι πλήγματα διά μαχαίρας όταν ανεκάλυψε τας σχέσεις της μέ φίλον του (1144, 134, 1542, 164)
obituary-body: Οι συγγενείς και φίλοι αναγγέλλουν τον θάνατον του προσφιλούς των. Η κηδεία του θα γίνη σήμερον εκ του ιερού ναού Αγίου Νικολάου. Εις την μνήμην του. (10, 1017, 270, 1049)
article-body: ΑΘΗΝΑΙ, 2. — Κατά την σημερινήν συνεδρίασιν της Βουλής συνεχίσθη η συζήτησις του νομοθετικού διατάγματος περί τροποποιήσεως του κώδικος του σώματος Χωροφυλακής. Οι ομιλήσαντες βουλευταί εζήτησαν την βελτίωσιν της οικονομικής θέσεως των ανδρών. (941, 444, 1111, 526)
article-body: ΛΟΝΔΙΝΟΝ, 2 (Ασσοσ. Πρές). — Τα εργοστάσια ηλεκτρονικών μηχανημάτων της Μεγάλης Βρεταννίας ανεκοίνωσαν την κατασκευήν νέου μηχανήματος επισημάνσεως υποβρυχίων μεγάλης ακτίνος δράσεως. (1127, 1489, 1338, 1541)
article-body: ΤΡΙΚΑΛΑ, 2. — Η είσοδος της ομάδος εις το σπήλαιον της Παλαιοκαρυάς απεκάλυψεν αποτυπώματα πελμάτων ανθρωπίνου όντος επί του εδάφους του σπηλαίου. Ο αρχαιολόγος κ. Κατσίαρος ανέλαβε την πρώτην εξερεύνησιν, η οποία διήρκεσε πολλάς ώρας, και διεπίστωσεν ότι τα ίχνη δεν είναι πρόσφατα. (941, 1224, 1111, 1317)
article-body: ΑΘΗΝΑΙ, 2. — Κατά την σημερινήν συνεδρίασιν της Βουλής συνεχίσθη η συζήτησις του νομοθετικού διατάγματος περί τροποποιήσεως του κώδικος του σώματος Χωροφυλακής. Οι ομιλήσαντες βουλευταί εζήτησαν την βελτίωσιν της οικονομικής θέσεως των ανδρών. (941, 617, 1111, 699)
article-body: ΑΘΗΝΑΙ, 2. — Κατά την σημερινήν συνεδρίασιν της Βουλής συνεχίσθη η συζήτησις του νομοθετικού διατάγματος περί τροποποιήσεως του κώδικος του σώματος Χωροφυλακής. Οι ομιλήσαντες βουλευταί εζήτησαν την βελτίωσιν της οικονομικής θέσεως των ανδρών. (580, 615, 751, 697)
article-body: ΛΟΝΔΙΝΟΝ, 2 (Ασσοσ. Πρές). — Τα εργοστάσια ηλεκτρονικών μηχανημάτων της Μεγάλης Βρεταννίας ανεκοίνωσαν την κατασκευήν νέου μηχανήματος επισημάνσεως υποβρυχίων μεγάλης ακτίνος δράσεως. (1348, 1505, 1558, 1557)
article-body: ΑΓΚΥΡΑ, 2 (Ασ. Πρες).— Ο πρώην πρωθυπουργός Μεντερές μετηχθή εκ της νήσου Γιασσιάντα εις την Άγκυραν, όπου κατέθεσεν ενώπιον του ανακριτού επί μακράς ώρας. (286, 819, 420, 892)
article-body: ΑΓΚΥΡΑ, 2 (Ασ. Πρες).— Ο πρώην πρωθυπουργός Μεντερές μετηχθή εκ της νήσου Γιασσιάντα εις την Άγκυραν, όπου κατέθεσεν ενώπιον του ανακριτού επί μακράς ώρας. (286, 896, 420, 968)
article-body: Την 6ην τρέχοντος θα εορτασθή πανηγυρικώς η Μεταμόρφωσις του Σωτήρος εις τον ομώνυμον ναόν. Εσπέρας της παραμονής θα τελεσθή μέγας Εσπερινός μετ᾽ αρτοκλασίας. ΕΚΚΛΗΣΙΑΣΤΙΚΗ ΕΠΙΤΡΟΠΗ (10, 507, 270, 548)
heading-beer-prices: ΚΑΘΟΡΙΖΟΝΤΑΙ ΝΕΑΙ ΤΙΜΑΙ ΠΛΗΡΩΣΙΣ ΤΗΣ ΜΠΥΡΑΣ (16, 9, 265, 37)
kicker-sonar: Μεγάλης ακτίνος δράσεως (1248, 1326, 1438, 1342)
heading-stavros: ΤΑ ΖΗΤΗΜΑΤΑ ΤΟΥ ΣΤΑΥΡΟΥ (56, 157, 224, 173)
obituary-body: Οι συγγενείς και φίλοι αναγγέλλουν τον θάνατον του προσφιλούς των. Η κηδεία του θα γίνη σήμερον εκ του ιερού ναού Αγίου Νικολάου. Εις την μνήμην του. (10, 882, 270, 914)
obituary-body: Οι συγγενείς και φίλοι αναγγέλλουν τον θάνατον του προσφιλούς των. Η κηδεία του θα γίνη σήμερον εκ του ιερού ναού Αγίου Νικολάου. Εις την μνήμην του. (10, 647, 270, 678)
headline-sonar: ΑΓΓΛΟΙ ΤΕΧΝΙΚΟΙ ΚΑΤΕΣΚΕΥΑΣΑΝ ΗΛΕΚΤΡΟΝΙΚΟΝ ΜΗΧΑΝΗΜΑ ΕΠΙΣΗΜΑΝΣΕΩΣ ΤΩΝ ΥΠΟΒΡΥΧΙΩΝ (1156, 1343, 1529, 1416)
article-body: ΑΘΗΝΑΙ, 2. — Διαμαρτυρίαν προς το υπουργείον Εμπορικής Ναυτιλίας υπέβαλον οι εφοπλισταί δια την προσέγγισιν του πορθμείου εις τον λιμένα των Πατρών. (286, 1195, 420, 1257)
subheading: ΑΙ ΕΠΙΣΗΜΟΙ ΕΠΙΣΚΕΨΙΝ (461, 1845, 534, 1873)
article-body: ΤΡΙΚΑΛΑ, 2. — Η είσοδος της ομάδος εις το σπήλαιον της Παλαιοκαρυάς απεκάλυψεν αποτυπώματα πελμάτων ανθρωπίνου όντος επί του εδάφους του σπηλαίου. Ο αρχαιολόγος κ. Κατσίαρος ανέλαβε την πρώτην εξερεύνησιν, η οποία διήρκεσε πολλάς ώρας, και διεπίστωσεν ότι τα ίχνη δεν είναι πρόσφατα. (580, 1224, 751, 1317)
article-body: ΤΡΙΚΑΛΑ, 2. — Η είσοδος της ομάδος εις το σπήλαιον της Παλαιοκαρυάς απεκάλυψεν αποτυπώματα πελμάτων ανθρωπίνου όντος επί του εδάφους του σπηλαίου. Ο αρχαιολόγος κ. Κατσίαρος ανέλαβε την πρώτην εξερεύνησιν, η οποία διήρκεσε πολλάς ώρας, και διεπίστωσεν ότι τα ίχνη δεν είναι πρόσφατα. (760, 1224, 931, 1317)
column-2 (286, 8, 564, 2321)
article-body: ΑΘΗΝΑΙ, 2. — Κατά την σημερινήν συνεδρίασιν της Βουλής συνεχίσθη η συζήτησις του νομοθετικού διατάγματος περί τροποποιήσεως του κώδικος του σώματος Χωροφυλακής. Οι ομιλήσαντες βουλευταί εζήτησαν την βελτίωσιν της οικονομικής θέσεως των ανδρών. (580, 528, 751, 611)
article-body: ΤΡΙΚΑΛΑ, 2. — Η είσοδος της ομάδος εις το σπήλαιον της Παλαιοκαρυάς απεκάλυψεν αποτυπώματα πελμάτων ανθρωπίνου όντος επί του εδάφους του σπηλαίου. Ο αρχαιολόγος κ. Κατσίαρος ανέλαβε την πρώτην εξερεύνησιν, η οποία διήρκεσε πολλάς ώρας, και διεπίστωσεν ότι τα ίχνη δεν είναι πρόσφατα. (580, 1320, 751, 1413)
resolution-body: Το διοικητικόν συμβούλιον του Συλλόγου εκφράζει την βαθυτάτην θλίψιν του δια τον θάνατον του αειμνήστου και αποφασίζει να παραστή σύσσωμον εις την κηδείαν. (10, 1132, 270, 1164)
headline-parliament: Η ΒΟΥΛΗ ΣΥΖΗΤΕΙ ΤΟ Ν. Δ. ΤΡΟΠΟΠΟΙΗΣΕΩΣ ΤΟΥ ΚΩΔΙΚΟΣ ΤΟΥ ΣΩΜΑΤΟΣ ΧΩΡΟΦΥΛΑΚΗΣ (612, 9, 1079, 94)
article-body: ΑΘΗΝΑΙ, 2. — Κατά την σημερινήν συνεδρίασιν της Βουλής συνεχίσθη η συζήτησις του νομοθετικού διατάγματος περί τροποποιήσεως του κώδικος του σώματος Χωροφυλακής. Οι ομιλήσαντες βουλευταί εζήτησαν την βελτίωσιν της οικονομικής θέσεως των ανδρών. (580, 340, 751, 422)
subheading: ΑΙ ΠΡΩΤΑΙ ΥΠΟΝΟΙΑΙ (436, 362, 559, 376)
obituary-body: Οι συγγενείς και φίλοι αναγγέλλουν τον θάνατον του προσφιλούς των. Η κηδεία του θα γίνη σήμερον εκ του ιερού ναού Αγίου Νικολάου. Εις την μνήμην του. (10, 697, 270, 728)
article-body: ΑΓΚΥΡΑ, 2 (Ασ. Πρες).— Ο πρώην πρωθυπουργός Μεντερές μετηχθή εκ της νήσου Γιασσιάντα εις την Άγκυραν, όπου κατέθεσεν ενώπιον του ανακριτού επί μακράς ώρας. (430, 793, 564, 866)
article-body: ΤΡΙΚΑΛΑ, 2. — Η είσοδος της ομάδος εις το σπήλαιον της Παλαιοκαρυάς απεκάλυψεν αποτυπώματα πελμάτων ανθρωπίνου όντος επί του εδάφους του σπηλαίου. Ο αρχαιολόγος κ. Κατσίαρος ανέλαβε την πρώτην εξερεύνησιν, η οποία διήρκεσε πολλάς ώρας, και διεπίστωσεν ότι τα ίχνη δεν είναι πρόσφατα. (760, 1127, 931, 1220)
article-body: ΛΟΝΔΙΝΟΝ, 2 (Ασσοσ. Πρές). — Τα εργοστάσια ηλεκτρονικών μηχανημάτων της Μεγάλης Βρεταννίας ανεκοίνωσαν την κατασκευήν νέου μηχανήματος επισημάνσεως υποβρυχίων μεγάλης ακτίνος δράσεως. (1127, 1434, 1338, 1486)
heading-panigyris-2: ΠΑΝΗΓΥΡΙΣ ΙΕΡΟΥ ΝΑΟΥ ΜΕΤΑΜΟΡΦΩΣΕΩΣ ΤΟΥ ΣΩΤΗΡΟΣ ΝΕΟΥ ΧΟΛΑΡΓΟΥ (10, 408, 270, 436)
